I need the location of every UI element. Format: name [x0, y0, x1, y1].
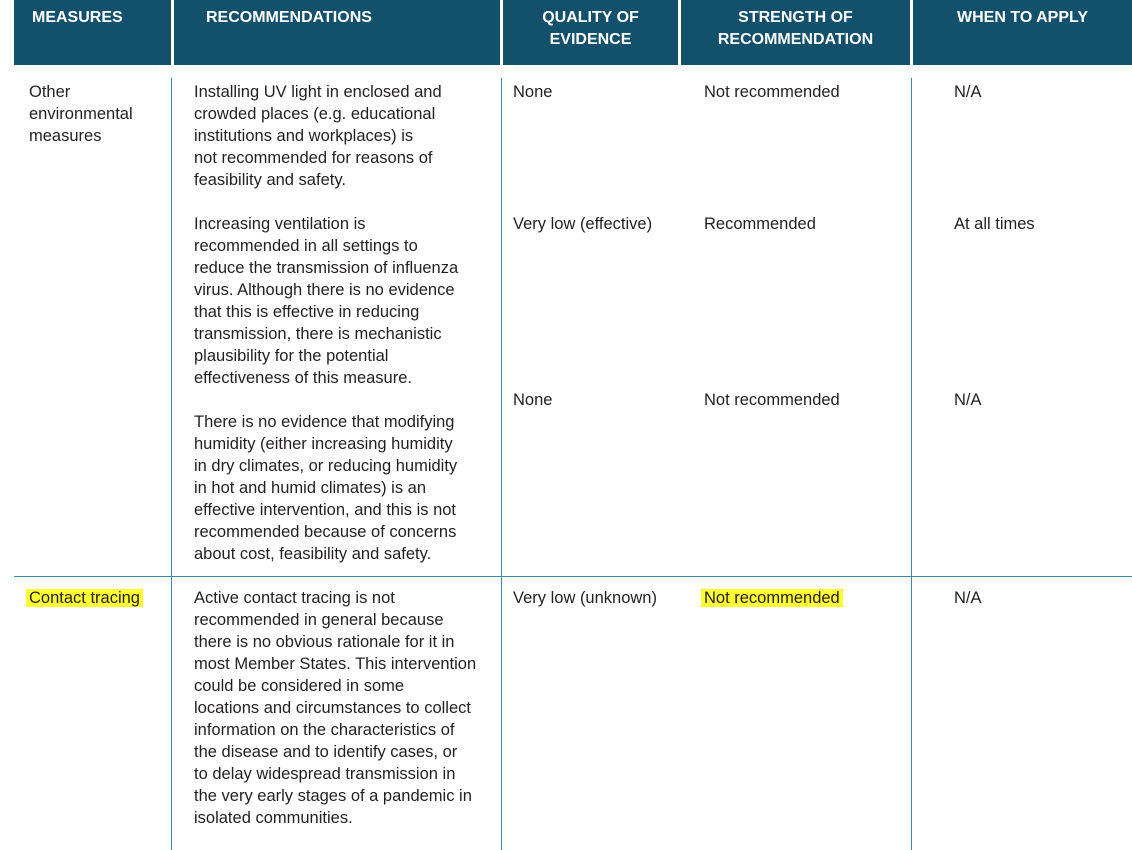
recommendation-uv-light: Installing UV light in enclosed and crowded places (e.g. educational institutions and workplaces) is not recommended for reasons of feasibility and safety.: [194, 83, 442, 189]
highlighted-text: Not recommended: [701, 589, 843, 607]
measure-cell-environmental: Other environmental measures: [29, 83, 133, 145]
recommendation-humidity: There is no evidence that modifying humidity (either increasing humidity in dry climates, or reducing humidity in hot and humid climates) is an effective intervention, and this is not recommended because of concerns about cost, feasibility and safety.: [194, 413, 458, 563]
when-ventilation: At all times: [954, 215, 1035, 233]
recommendation-ventilation: Increasing ventilation is recommended in all settings to reduce the transmission of influenza virus. Although there is no evidence that this is effective in reducing transmission, there is mechanistic plausibility for the potential effectiveness of this measure.: [194, 215, 459, 387]
strength-uv-light: Not recommended: [704, 83, 840, 101]
strength-contact-tracing: [704, 587, 840, 609]
header-measures: MEASURES: [14, 0, 171, 65]
column-divider: [171, 78, 172, 850]
column-divider: [911, 78, 912, 850]
recommendation-contact-tracing: Active contact tracing is not recommended in general because there is no obvious rationale for it in most Member States. This intervention could be considered in some locations and circumstances to collect information on the characteristics of the disease and to identify cases, or to delay widespread transmission in the very early stages of a pandemic in isolated communities.: [194, 589, 477, 827]
strength-ventilation: Recommended: [704, 215, 816, 233]
measure-cell-contact-tracing: [29, 587, 140, 609]
header-when-to-apply: WHEN TO APPLY: [913, 0, 1132, 65]
when-contact-tracing: N/A: [954, 589, 982, 607]
quality-humidity: None: [513, 391, 553, 409]
quality-contact-tracing: Very low (unknown): [513, 589, 657, 607]
when-humidity: N/A: [954, 391, 982, 409]
column-divider: [501, 78, 502, 850]
header-recommendations: RECOMMENDATIONS: [174, 0, 500, 65]
header-strength-of-recommendation: STRENGTH OF RECOMMENDATION: [681, 0, 910, 65]
header-quality-of-evidence: QUALITY OF EVIDENCE: [503, 0, 678, 65]
quality-ventilation: Very low (effective): [513, 215, 653, 233]
row-divider: [14, 576, 1132, 577]
strength-humidity: Not recommended: [704, 391, 840, 409]
when-uv-light: N/A: [954, 83, 982, 101]
highlighted-text: Contact tracing: [26, 589, 143, 607]
quality-uv-light: None: [513, 83, 553, 101]
